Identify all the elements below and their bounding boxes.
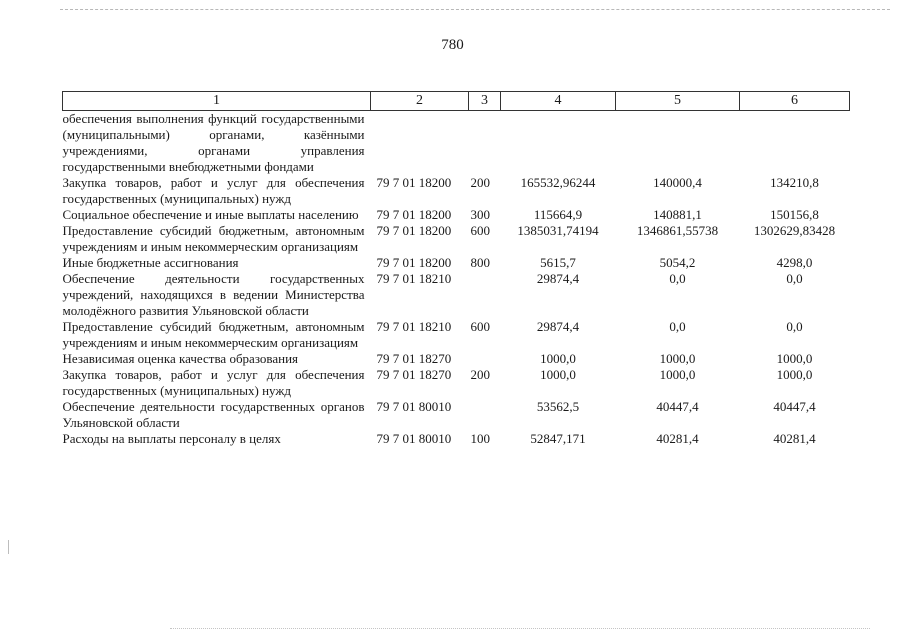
row-value-col4: 29874,4 (536, 319, 580, 334)
row-name: обеспечения выполнения функций государственными (муниципальными) органами, казёнными учреждениями, органами управления государственными внебюджетными фондами (62, 111, 365, 174)
scan-artifact-dots (170, 628, 870, 629)
row-value-col4: 1385031,74194 (517, 223, 599, 238)
table-row (63, 111, 850, 176)
page-number: 780 (441, 37, 464, 53)
row-target-code: 79 7 01 18210 (376, 271, 452, 286)
row-value-col6: 1302629,83428 (753, 223, 836, 238)
header-col-3: 3 (469, 92, 501, 111)
row-value-col4 (501, 111, 616, 176)
row-value-col5: 0,0 (669, 271, 686, 286)
row-value-col6: 0,0 (786, 271, 803, 286)
row-name: Закупка товаров, работ и услуг для обеспечения государственных (муниципальных) нужд (62, 367, 365, 398)
header-col-6: 6 (740, 92, 850, 111)
row-target-code: 79 7 01 18270 (376, 367, 452, 382)
table-row (63, 319, 850, 351)
row-name: Обеспечение деятельности государственных учреждений, находящихся в ведении Министерства молодёжного развития Ульяновской области (62, 271, 365, 318)
row-expense-type (469, 399, 501, 431)
row-value-col6 (740, 111, 850, 176)
row-expense-type (469, 111, 501, 176)
row-expense-type: 100 (470, 431, 490, 446)
row-target-code: 79 7 01 80010 (376, 431, 452, 446)
table-row (63, 207, 850, 223)
row-expense-type (469, 271, 501, 319)
row-expense-type: 200 (470, 367, 490, 382)
row-value-col6: 150156,8 (770, 207, 819, 222)
row-value-col5: 140881,1 (653, 207, 702, 222)
header-col-4: 4 (501, 92, 616, 111)
row-name: Закупка товаров, работ и услуг для обеспечения государственных (муниципальных) нужд (62, 175, 365, 206)
row-name: Независимая оценка качества образования (62, 351, 299, 366)
row-name: Обеспечение деятельности государственных органов Ульяновской области (62, 399, 365, 430)
scan-artifact-line (60, 9, 890, 10)
row-expense-type: 600 (470, 223, 490, 238)
table-row (63, 399, 850, 431)
table-row (63, 255, 850, 271)
budget-table (62, 91, 850, 447)
row-value-col6: 40447,4 (773, 399, 816, 414)
row-value-col5: 40281,4 (656, 431, 699, 446)
table-row (63, 367, 850, 399)
table-row (63, 223, 850, 255)
row-value-col5: 1346861,55738 (636, 223, 719, 238)
scan-artifact-tick (8, 540, 9, 554)
row-value-col4: 115664,9 (533, 207, 583, 222)
table-row (63, 431, 850, 447)
row-value-col4: 29874,4 (536, 271, 580, 286)
table-row (63, 175, 850, 207)
row-target-code: 79 7 01 18200 (376, 255, 452, 270)
header-col-5: 5 (616, 92, 740, 111)
row-expense-type: 200 (470, 175, 490, 190)
row-expense-type: 600 (470, 319, 490, 334)
row-target-code: 79 7 01 18210 (376, 319, 452, 334)
row-value-col5: 40447,4 (656, 399, 699, 414)
row-name: Иные бюджетные ассигнования (62, 255, 239, 270)
row-target-code: 79 7 01 18200 (376, 223, 452, 238)
row-expense-type (469, 351, 501, 367)
row-value-col4: 53562,5 (536, 399, 580, 414)
row-expense-type: 300 (470, 207, 490, 222)
row-value-col5 (616, 111, 740, 176)
row-expense-type: 800 (470, 255, 490, 270)
row-value-col4: 165532,96244 (520, 175, 596, 190)
row-value-col5: 1000,0 (659, 351, 696, 366)
row-value-col4: 1000,0 (540, 351, 576, 366)
table-row (63, 351, 850, 367)
row-value-col5: 0,0 (669, 319, 686, 334)
row-value-col4: 5615,7 (540, 255, 576, 270)
row-target-code: 79 7 01 80010 (376, 399, 452, 414)
table-row (63, 271, 850, 319)
row-name: Предоставление субсидий бюджетным, автономным учреждениям и иным некоммерческим организациям (62, 223, 365, 254)
row-value-col4: 1000,0 (540, 367, 576, 382)
row-value-col6: 0,0 (786, 319, 803, 334)
row-target-code: 79 7 01 18200 (376, 207, 452, 222)
row-value-col6: 40281,4 (773, 431, 816, 446)
row-name: Социальное обеспечение и иные выплаты населению (62, 207, 359, 222)
header-col-1: 1 (63, 92, 371, 111)
budget-table-container (62, 91, 849, 447)
row-target-code (371, 111, 469, 176)
row-value-col6: 1000,0 (776, 367, 813, 382)
row-name: Расходы на выплаты персоналу в целях (62, 431, 281, 446)
row-target-code: 79 7 01 18270 (376, 351, 452, 366)
row-value-col6: 4298,0 (776, 255, 813, 270)
row-name: Предоставление субсидий бюджетным, автономным учреждениям и иным некоммерческим организациям (62, 319, 365, 350)
row-value-col4: 52847,171 (530, 431, 586, 446)
row-value-col5: 1000,0 (659, 367, 696, 382)
header-row (63, 92, 850, 111)
row-value-col6: 134210,8 (770, 175, 819, 190)
row-target-code: 79 7 01 18200 (376, 175, 452, 190)
row-value-col5: 140000,4 (653, 175, 702, 190)
row-value-col6: 1000,0 (776, 351, 813, 366)
row-value-col5: 5054,2 (659, 255, 696, 270)
header-col-2: 2 (371, 92, 469, 111)
